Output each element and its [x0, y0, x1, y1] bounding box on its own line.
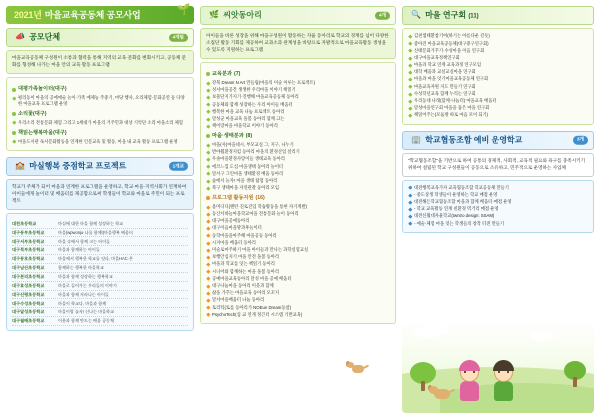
section-lead-seed: 아이들을 바른 성장을 위해 마을구성원이 활동하는 자율 동아리로 학교의 경계를 넘어 다양한 소집단 활동 기회를 제공하여 교과소과 관계성을 바탕으로 자발적으로 마을교육활동 생성을 수 있도록 지원하는 프로그램 [200, 28, 396, 59]
list-item: 시지마을 배움터 동아리 [206, 240, 390, 246]
list-item: 공동체와 함께 성장하는 우리 아이들 배움터 [206, 102, 390, 108]
left-column [6, 6, 194, 331]
list-item: 대구이음마을방과후놀이터 [206, 225, 390, 231]
list-item: 대구마을공예동아리 [206, 218, 390, 224]
list-item: 성서마을공간 생생한 우리마을 이야기 책읽기 [206, 87, 390, 93]
section-badge-coop: 3개 [573, 136, 588, 145]
group-items [12, 139, 188, 145]
section-header-coop [402, 131, 594, 150]
group-items-program [206, 204, 390, 318]
list-item: - 중도상생 학생들이 운영하는 학교 매점 운영 [408, 192, 588, 198]
group-count: (16) [255, 194, 265, 201]
section-title-gongmo: 공모단체 [29, 32, 61, 42]
research-items [408, 33, 588, 118]
table-row [12, 246, 188, 255]
list-item: 미술로마주하기 마을 아이들과 만나는 과학실험교실 [206, 247, 390, 253]
list-item: 대전행복교육가자 교육협동조합 학교공동체 만들기 [408, 185, 588, 191]
group-title [12, 111, 188, 118]
section-badge-gongmo: 4개팀 [169, 33, 188, 42]
section-header-gongmo [6, 28, 194, 47]
list-item: 토리틱(토를 동아리가 NOEun Dream동참) [206, 305, 390, 311]
list-item: - 학교 교육활동 연계 친환경 먹거리 매점 운영 [408, 206, 588, 212]
bullet-dot-icon [12, 88, 16, 92]
coop-icon: 🏢 [411, 134, 421, 144]
table-row [12, 264, 188, 273]
poster-title: 마을교육공동체 공모사업 [44, 9, 141, 20]
list-item: 마을과 학교를 잇는 책읽기 동아리 [206, 261, 390, 267]
table-row [12, 282, 188, 291]
list-item: 보물단지가지기·진행해 마을교육공동체 동아리 [206, 94, 390, 100]
school-name: 대구서부초등학교 [12, 238, 45, 244]
section-lead-gongmo: 마을교육공동체 구성원이 소통과 협력을 통해 지역의 교육·문화를 변화시키고, 공동체 문화를 형성해 나가는 마을 안의 교육 활동 프로그램 [6, 50, 194, 74]
poster-title-bar [6, 6, 194, 24]
group-title [12, 86, 188, 93]
section-title-masil: 마실행복 중점학교 프로젝트 [29, 161, 127, 171]
table-row [12, 237, 188, 246]
list-item: 동학마을을마주해 마을공동 동아리 [206, 233, 390, 239]
child-illustration-boy [494, 363, 513, 401]
research-icon: 🔍 [411, 10, 421, 19]
school-name: 대구동부초등학교 [12, 229, 45, 235]
school-desc: 마을이 학교다, 마을과 함께 [58, 300, 107, 306]
group-items [12, 95, 188, 107]
list-item: 대전해든학교협동조합 마을과 함께 배움터·매점 운영 [408, 199, 588, 205]
school-icon: 🏫 [15, 160, 25, 170]
cloud-shape [428, 323, 448, 335]
coop-items [408, 185, 588, 227]
cloud-shape [530, 331, 554, 341]
school-desc: 마을이랑 놀자! 신나는 마을학교 [58, 309, 114, 315]
table-row [12, 291, 188, 300]
list-item: 대전신월대자율학교(twntro design: SSAM) [408, 213, 588, 219]
school-desc: 마을과 함께하는 아이들 [58, 247, 100, 253]
school-name: 대구동호초등학교 [12, 256, 45, 262]
list-item: 좋아진 마을교육공동체(대구중구연구회) [408, 41, 588, 47]
group-title-program [206, 195, 390, 202]
list-item: 책이랑마을 마을학교 이야기 동아리 [206, 123, 390, 129]
section-header-seed [200, 6, 396, 25]
poster-year: 2021년 [14, 9, 42, 20]
group-name: 대평가족놀이터(대구) [18, 86, 67, 93]
school-name: 대천초등학교 [12, 220, 37, 226]
table-row [12, 273, 188, 282]
list-item: 수성학년교육 함께 누리는 연구회 [408, 91, 588, 97]
group-name: 프로그램 활동자원 [212, 194, 254, 201]
list-item: 우리소리 전통문화 체험 그리고 1세대가 마을의 거주민과 대상 기악단 소리 마을소리 체험 [12, 120, 188, 126]
table-row [12, 308, 188, 317]
list-item: PsychoTech(심·교 연계 정큰터 시스템 기반교육) [206, 312, 390, 318]
table-row [12, 255, 188, 264]
school-desc: 마을과 함께 자라나는 아이들 [58, 291, 109, 297]
school-desc: 이웃과 함께 만드는 배움 공동체 [58, 318, 114, 324]
right-column [402, 6, 594, 233]
sprout-icon: 🌱 [176, 4, 190, 16]
section-title-coop: 학교협동조합 예비 운영학교 [425, 135, 523, 145]
list-item: 시니어와 함께하는 마을 돌봄 동아리 [206, 269, 390, 275]
school-name: 대구본리초등학교 [12, 273, 45, 279]
section-title-seed: 씨앗동아리 [223, 10, 262, 20]
list-item: 마을교육자원 지도 만들기 연구회 [408, 84, 588, 90]
list-item: 북구 생태마을 자연관찰 동아리 모임 [206, 185, 390, 191]
list-item: 동산서바늘마을학교마을 전통문화 놀이 동아리 [206, 211, 390, 217]
megaphone-icon: 📣 [15, 32, 25, 41]
seed-groups [200, 62, 396, 324]
coop-school-list [402, 180, 594, 233]
section-header-masil [6, 157, 194, 176]
group-name: 교육분과 [212, 70, 233, 77]
group-name: 소리꽃(대구) [18, 110, 47, 117]
school-desc: 함께하는 행복한 마을학교 [58, 265, 104, 271]
list-item: 옴머디디(랜턴·진로진입 학습활동을 통한 자기계발) [206, 204, 390, 210]
list-item: 우리동네 나래(함께·나눔터) 마을교육 배움터 [408, 98, 588, 104]
list-item: 달성마을연구회 마을을 품은 마을 연구회 [408, 105, 588, 111]
list-item: 책읽어주는(모둠방 따로 마음 모이 되기) [408, 112, 588, 118]
list-item: 마을도서관 독서문화활동을 연계한 인문교육 및 활동, 마을 내 교육 활동 프로그램 운영 [12, 139, 188, 145]
bullet-dot-icon [12, 131, 16, 135]
section-title-research: 마을 연구회 [425, 10, 467, 20]
section-badge-seed: 4개 [375, 11, 390, 20]
masil-school-table [6, 213, 194, 331]
list-item: 대구나눔마을 동아리 이웃과 함께 [206, 283, 390, 289]
school-desc: 마을 속에서 함께 크는 아이들 [58, 238, 111, 244]
table-row [12, 220, 188, 229]
dog-illustration [434, 389, 450, 399]
list-item: 공예마을교육동아리 달성 마을 공예 배움터 [206, 276, 390, 282]
list-item: 마을과 마을 잇기마을교육공동체 연구회 [408, 76, 588, 82]
list-item: 보행안심지기 마을 안전 돌봄 동아리 [206, 254, 390, 260]
middle-column [200, 6, 396, 324]
group-name: 마을·생태분과 [212, 132, 244, 139]
table-row [12, 317, 188, 326]
list-item: 행복한 마을 교육 나눔 프로젝트 동아리 [206, 109, 390, 115]
list-item: 마을(사)마을네시, 부모교실 그, 지구, 나누기 [206, 142, 390, 148]
list-item: 달성군 마을교육 돌봄 동아리 함께 크는 [206, 116, 390, 122]
list-item: 반야월환경지킴 동아리 마을의 환경산업 살리기 [206, 149, 390, 155]
group-items-ecology [206, 142, 390, 191]
list-item: 마을과 학교 연계 교육과정 연구모임 [408, 62, 588, 68]
list-item: 대학 배움과 교실교실마을 연구회 [408, 69, 588, 75]
group-count: (7) [234, 70, 241, 77]
school-name: 대구효성초등학교 [12, 282, 45, 288]
list-item: 김천샘태환참기여(하기는 아름다운 길듯) [408, 33, 588, 39]
list-item: 에코느낌 도심 마을생태 동아리 놀이터 [206, 164, 390, 170]
list-item: 숲에서 놀자! 마을 생태 탐험 동아리 [206, 178, 390, 184]
group-title-education [206, 71, 390, 78]
dog-illustration-small [352, 365, 364, 373]
school-name: 대구신평초등학교 [12, 291, 45, 297]
table-row [12, 299, 188, 308]
group-items [12, 120, 188, 126]
gongmo-group-list [6, 77, 194, 151]
list-item: 달서마을배움터 나눔 동아리 [206, 297, 390, 303]
school-name: 대구달성초등학교 [12, 309, 45, 315]
list-item: 삶을 가꾸는 마을교육 동아리 모꼬지 [206, 290, 390, 296]
list-item: 신태문화가꾸기·수성마을 이음 연구회 [408, 48, 588, 54]
school-name: 대구북부초등학교 [12, 247, 45, 253]
list-item: 대구마을교육정책연구회 [408, 55, 588, 61]
bullet-dot-icon [12, 112, 16, 116]
list-item: 강북 Dream N Art 만들림(마을의 미술 이루는 프로젝트) [206, 80, 390, 86]
list-item: 달서구 그린마을 생태환경 배움 동아리 [206, 171, 390, 177]
school-name: 대구수성초등학교 [12, 300, 45, 306]
group-title [12, 130, 188, 137]
bullet-dot-icon [206, 134, 210, 138]
school-desc: 마을과 함께 성장하는 행복학교 [58, 273, 113, 279]
school-name: 대구월배초등학교 [12, 318, 45, 324]
group-name: 책읽는행복마을(대구) [18, 129, 67, 136]
section-lead-coop: "학교협동조합"을 기반으로 하여 공통의 경제적, 사회적, 교육적 필요와 욕구를 충족시키기 위하여 설립된 학교 구성원들이 공동으로 소유하고, 민주적으로 운영하는 사업체 [402, 153, 594, 177]
group-items-education [206, 80, 390, 129]
list-item: 평리동이 마을의 공예예술 놀이·가족 예체능 주중기, 마당 행사, 요리체험·문화공연 등 다양한 마을교육 프로그램 운영 [12, 95, 188, 107]
section-badge-masil: 1개교 [169, 162, 188, 171]
bullet-dot-icon [206, 196, 210, 200]
section-header-research [402, 6, 594, 25]
school-name: 대구남산초등학교 [12, 265, 45, 271]
school-desc: 마을로 들어가는 우리들의 이야기 [58, 282, 117, 288]
tree-illustration [564, 361, 586, 387]
research-list-box [402, 28, 594, 124]
list-item: - 예술·체험 마을 잇는 학생들의 창작 터전 만들기 [408, 221, 588, 227]
list-item: 우솔마을환경사랑이들 생태교육 동아리 [206, 156, 390, 162]
section-badge-research: (11) [468, 13, 479, 20]
school-desc: 마을에서 행복한 학교를 잇다, 마을HAC·온 [58, 256, 134, 262]
group-count: (8) [245, 132, 253, 139]
bullet-dot-icon [206, 72, 210, 76]
school-desc: 마실에 대한 마을 함께 성장하는 학교 [58, 220, 124, 226]
school-desc: 마을(wpwonju·나를 함께!)마을행복 배움터 [58, 229, 133, 235]
child-illustration-girl [460, 363, 479, 401]
section-lead-masil: 학교가 주체가 되어 마을과 연계한 프로그램을 운영하고, 학교·마을·지역사회가 연계하여 아이들에게 놀이터 및 배움터를 제공함으로써 학생들이 학교와 마을로 주민이 되는 프로젝트 [6, 179, 194, 210]
group-title-ecology [206, 133, 390, 140]
illustration-scene [402, 321, 594, 413]
table-row [12, 229, 188, 238]
seed-icon: 🌿 [209, 10, 219, 19]
